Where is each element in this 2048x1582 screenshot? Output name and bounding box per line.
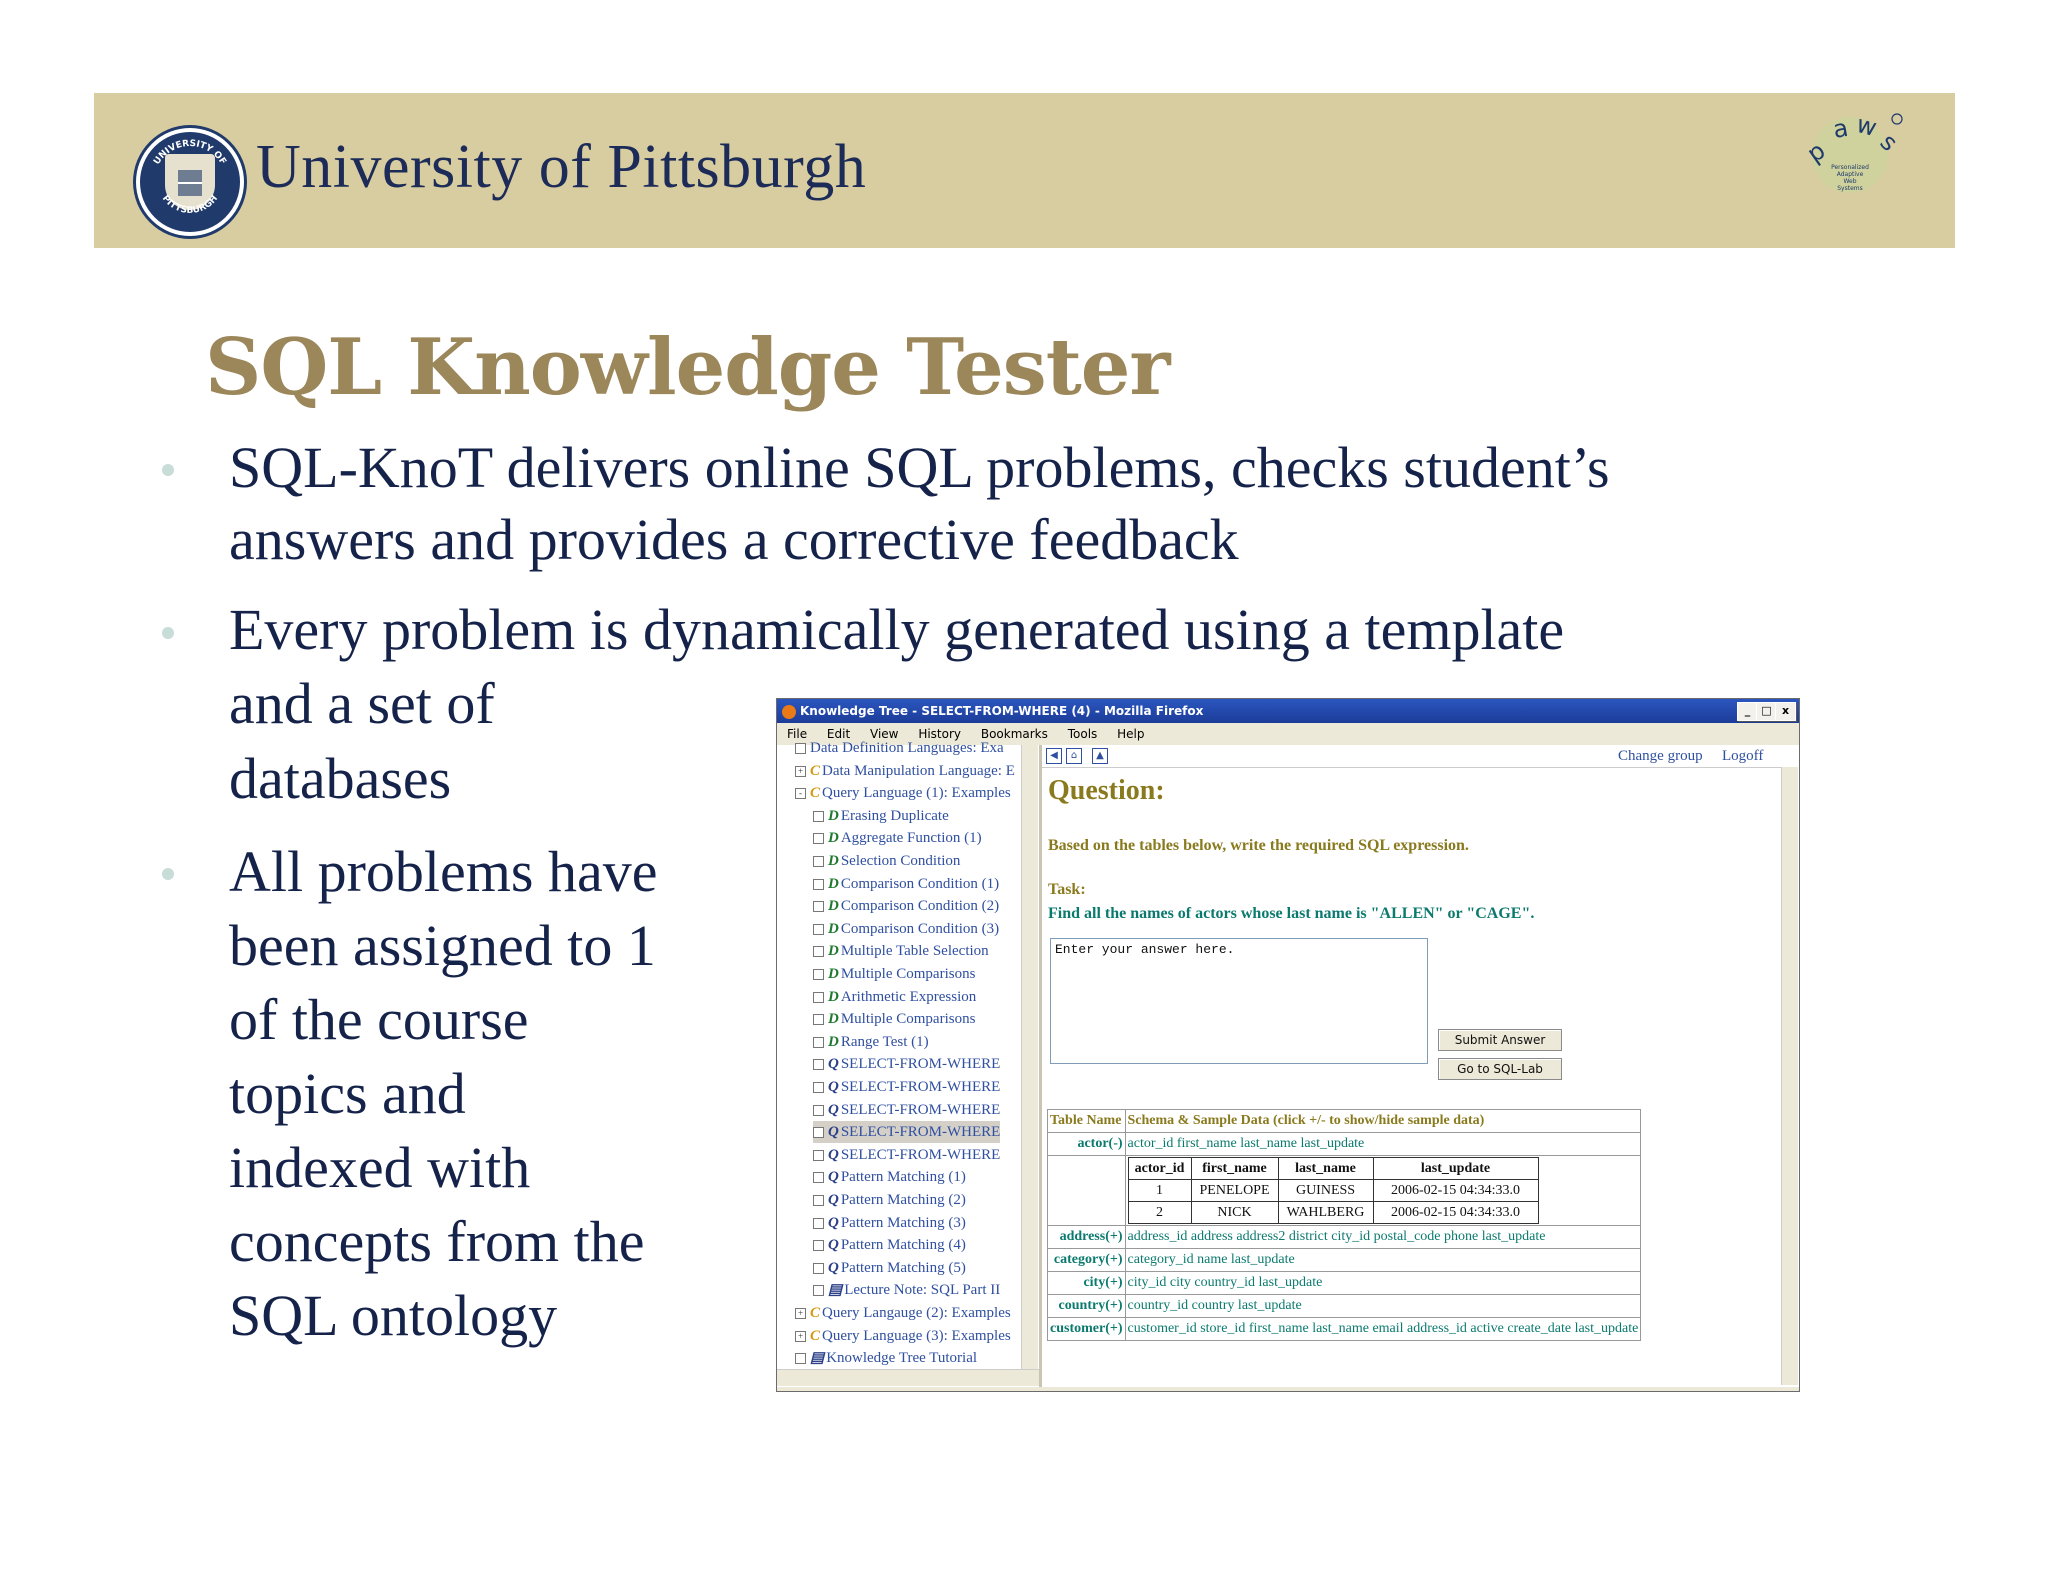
question-vertical-scrollbar[interactable]	[1781, 767, 1798, 1385]
bullet-3-line-6: concepts from the	[229, 1209, 645, 1274]
checkbox-icon[interactable]	[813, 1240, 824, 1251]
bullet-3-line-5: indexed with	[229, 1135, 531, 1200]
tree-item[interactable]	[813, 895, 999, 917]
table-row	[1048, 1318, 1641, 1341]
menu-tools[interactable]: Tools	[1067, 727, 1098, 741]
bullet-2-line-3: databases	[229, 746, 452, 811]
knowledge-tree-pane	[777, 740, 1042, 1387]
sample-cell: 2006-02-15 04:34:33.0	[1373, 1180, 1538, 1202]
window-titlebar	[777, 699, 1799, 723]
task-label: Task:	[1048, 881, 1086, 898]
sample-cell: 2006-02-15 04:34:33.0	[1373, 1202, 1538, 1224]
table-row	[1048, 1272, 1641, 1295]
university-name: University of Pittsburgh	[256, 133, 867, 201]
example-icon: D	[828, 898, 839, 915]
table-row	[1048, 1249, 1641, 1272]
maximize-button[interactable]: □	[1756, 702, 1777, 721]
tree-item-label: Comparison Condition (3)	[840, 920, 1000, 937]
expand-icon[interactable]: +	[795, 1331, 806, 1342]
table-columns: actor_id first_name last_name last_update	[1125, 1133, 1641, 1156]
tree-item-label: Comparison Condition (2)	[840, 898, 1000, 915]
up-icon[interactable]: ▲	[1092, 748, 1108, 764]
tree-item-label: Query Language (1): Examples	[822, 785, 1011, 802]
tree-item-label: Range Test (1)	[840, 1033, 929, 1050]
tree-item[interactable]	[813, 805, 949, 827]
tree-item-label: Query Langauge (2): Examples	[822, 1305, 1011, 1321]
tree-item-label: Pattern Matching (4)	[840, 1237, 966, 1254]
tree-item-label: SELECT-FROM-WHERE	[840, 1056, 1001, 1073]
quiz-icon: Q	[828, 1169, 839, 1186]
quiz-icon: Q	[828, 1079, 839, 1095]
table-columns: city_id city country_id last_update	[1125, 1272, 1641, 1295]
table-name-toggle[interactable]: address(+)	[1048, 1226, 1126, 1249]
submit-answer-button[interactable]: Submit Answer	[1438, 1029, 1562, 1051]
checkbox-icon[interactable]	[813, 946, 824, 957]
tree-item-label: Query Language (3): Examples	[822, 1327, 1011, 1344]
tree-item-label: SELECT-FROM-WHERE	[840, 1146, 1001, 1163]
bullet-2-line-1: Every problem is dynamically generated using a template	[229, 597, 1565, 662]
quiz-icon: Q	[828, 1124, 839, 1141]
tree-item-label: Comparison Condition (1)	[840, 875, 1000, 892]
tree-item[interactable]	[813, 1279, 1000, 1301]
tree-item[interactable]	[813, 873, 999, 895]
tree-item-label: Erasing Duplicate	[840, 807, 949, 824]
checkbox-icon[interactable]	[795, 743, 806, 754]
example-icon: D	[828, 920, 839, 937]
tree-item-label: SELECT-FROM-WHERE	[840, 1124, 1001, 1141]
tree-item[interactable]	[795, 782, 1011, 804]
lecture-note-icon: ▤	[828, 1282, 843, 1299]
sample-cell: WAHLBERG	[1278, 1202, 1373, 1224]
sample-cell: GUINESS	[1278, 1180, 1373, 1202]
folder-icon: C	[810, 785, 821, 802]
svg-text:Web: Web	[1843, 178, 1857, 185]
sample-data-row	[1048, 1156, 1641, 1226]
tree-item[interactable]	[813, 1257, 966, 1279]
svg-text:Personalized: Personalized	[1831, 164, 1869, 171]
browser-window-screenshot	[776, 698, 1800, 1392]
bullet-2-line-2: and a set of	[229, 671, 495, 736]
table-name-toggle[interactable]: customer(+)	[1048, 1318, 1126, 1341]
collapse-icon[interactable]: -	[795, 788, 806, 799]
example-icon: D	[828, 830, 839, 847]
tree-item-label: Pattern Matching (5)	[840, 1259, 966, 1276]
svg-text:Systems: Systems	[1837, 185, 1863, 192]
go-to-sql-lab-button[interactable]: Go to SQL-Lab	[1438, 1058, 1562, 1080]
tree-item[interactable]	[813, 986, 976, 1008]
tree-item-label: Multiple Comparisons	[840, 966, 976, 982]
firefox-icon	[782, 705, 796, 719]
svg-text:a: a	[1830, 113, 1851, 144]
tree-vertical-scrollbar[interactable]	[1021, 745, 1038, 1369]
sample-cell: NICK	[1191, 1202, 1278, 1224]
checkbox-icon[interactable]	[795, 1353, 806, 1364]
tree-item-label: Data Manipulation Language: E	[822, 762, 1015, 779]
task-text: Find all the names of actors whose last name is "ALLEN" or "CAGE".	[1048, 905, 1535, 922]
sample-cell: 2	[1128, 1202, 1191, 1224]
tree-item[interactable]	[795, 1325, 1011, 1347]
svg-text:UNIVERSITY OF: UNIVERSITY OF	[152, 138, 228, 167]
tree-item-label: Lecture Note: SQL Part II	[844, 1282, 1001, 1299]
sample-header: last_name	[1278, 1158, 1373, 1180]
menu-help[interactable]: Help	[1117, 727, 1145, 741]
answer-textarea[interactable]: Enter your answer here.	[1050, 938, 1428, 1064]
tree-item-label: Knowledge Tree Tutorial	[826, 1350, 978, 1367]
checkbox-icon[interactable]	[813, 924, 824, 935]
checkbox-icon[interactable]	[813, 1127, 824, 1138]
sample-data-table	[1128, 1157, 1539, 1224]
checkbox-icon[interactable]	[813, 1014, 824, 1025]
tree-item[interactable]	[795, 1347, 977, 1369]
example-icon: D	[828, 966, 839, 982]
checkbox-icon[interactable]	[813, 811, 824, 822]
bullet-3-line-7: SQL ontology	[229, 1283, 558, 1348]
quiz-icon: Q	[828, 1101, 839, 1118]
menu-edit[interactable]: Edit	[826, 727, 851, 741]
tree-item[interactable]	[813, 1076, 1000, 1098]
tree-item-label: Data Definition Languages: Exa	[810, 740, 1004, 756]
checkbox-icon[interactable]	[813, 1218, 824, 1229]
bullet-3-line-1: All problems have	[229, 839, 658, 904]
tree-item[interactable]	[813, 1121, 1000, 1143]
quiz-icon: Q	[828, 1214, 839, 1231]
expand-icon[interactable]: +	[795, 1308, 806, 1319]
tree-item-label: SELECT-FROM-WHERE	[840, 1079, 1001, 1095]
schema-header-schema: Schema & Sample Data (click +/- to show/hide sample data)	[1125, 1110, 1641, 1133]
bullet-1-line-1: SQL-KnoT delivers online SQL problems, checks student’s	[229, 435, 1610, 500]
bullet-3-line-3: of the course	[229, 987, 529, 1052]
tree-item-label: Multiple Comparisons	[840, 1011, 976, 1028]
checkbox-icon[interactable]	[813, 992, 824, 1003]
question-toolbar	[1042, 745, 1783, 768]
quiz-icon: Q	[828, 1259, 839, 1276]
svg-text:s: s	[1874, 128, 1904, 157]
tree-item[interactable]	[795, 1302, 1011, 1324]
back-icon[interactable]: ◀	[1046, 748, 1062, 764]
tree-item[interactable]	[813, 1008, 975, 1030]
example-icon: D	[828, 875, 839, 892]
checkbox-icon[interactable]	[813, 1285, 824, 1296]
svg-text:Adaptive: Adaptive	[1836, 171, 1864, 178]
checkbox-icon[interactable]	[813, 1150, 824, 1161]
sample-header: actor_id	[1128, 1158, 1191, 1180]
quiz-icon: Q	[828, 1146, 839, 1163]
example-icon: D	[828, 988, 839, 1005]
tree-horizontal-scrollbar[interactable]	[777, 1369, 1039, 1386]
university-seal-logo	[136, 128, 244, 236]
sample-header: first_name	[1191, 1158, 1278, 1180]
example-icon: D	[828, 807, 839, 824]
table-row	[1048, 1226, 1641, 1249]
table-name-toggle[interactable]: country(+)	[1048, 1295, 1126, 1318]
table-columns: category_id name last_update	[1125, 1249, 1641, 1272]
quiz-icon: Q	[828, 1237, 839, 1254]
table-columns: customer_id store_id first_name last_name email address_id active create_date last_update	[1125, 1318, 1641, 1341]
schema-header-table-name: Table Name	[1048, 1110, 1126, 1133]
tree-item-label: Selection Condition	[840, 853, 961, 869]
quiz-icon: Q	[828, 1192, 839, 1208]
svg-text:p: p	[1801, 136, 1831, 169]
folder-icon: C	[810, 1305, 821, 1321]
example-icon: D	[828, 1011, 839, 1028]
tree-item-label: Pattern Matching (3)	[840, 1214, 966, 1231]
slide-title: SQL Knowledge Tester	[205, 322, 1170, 413]
sample-cell: PENELOPE	[1191, 1180, 1278, 1202]
tutorial-icon: ▤	[810, 1350, 825, 1367]
menu-history[interactable]: History	[918, 727, 962, 741]
bullet-3-line-2: been assigned to 1	[229, 913, 656, 978]
example-icon: D	[828, 1033, 839, 1050]
bullet-dot	[162, 868, 174, 880]
checkbox-icon[interactable]	[813, 1082, 824, 1093]
tree-item[interactable]	[813, 918, 999, 940]
example-icon: D	[828, 853, 839, 869]
folder-icon: C	[810, 1327, 821, 1344]
tree-item[interactable]	[813, 1212, 966, 1234]
checkbox-icon[interactable]	[813, 969, 824, 980]
logoff-link[interactable]: Logoff	[1722, 748, 1764, 764]
tree-item[interactable]	[795, 737, 1004, 759]
sample-cell: 1	[1128, 1180, 1191, 1202]
checkbox-icon[interactable]	[813, 856, 824, 867]
example-icon: D	[828, 943, 839, 960]
bullet-3-line-4: topics and	[229, 1061, 466, 1126]
tree-item[interactable]	[813, 1234, 966, 1256]
tree-item[interactable]	[813, 1166, 966, 1188]
tree-item-label: SELECT-FROM-WHERE	[840, 1101, 1001, 1118]
tree-item[interactable]	[813, 1099, 1000, 1121]
tree-item[interactable]	[813, 963, 975, 985]
sample-header: last_update	[1373, 1158, 1538, 1180]
tree-item[interactable]	[795, 760, 1015, 782]
tree-item[interactable]	[813, 1031, 929, 1053]
tree-item[interactable]	[813, 850, 960, 872]
tree-item-label: Aggregate Function (1)	[840, 830, 982, 847]
tree-item-label: Pattern Matching (1)	[840, 1169, 966, 1186]
bullet-dot	[162, 464, 174, 476]
table-name-toggle[interactable]: actor(-)	[1048, 1133, 1126, 1156]
checkbox-icon[interactable]	[813, 1059, 824, 1070]
question-pane	[1042, 745, 1799, 1387]
checkbox-icon[interactable]	[813, 1172, 824, 1183]
table-columns: country_id country last_update	[1125, 1295, 1641, 1318]
checkbox-icon[interactable]	[813, 1195, 824, 1206]
table-row	[1048, 1133, 1641, 1156]
schema-table	[1047, 1109, 1641, 1341]
table-name-toggle[interactable]: city(+)	[1048, 1272, 1126, 1295]
menu-bookmarks[interactable]: Bookmarks	[980, 727, 1048, 741]
checkbox-icon[interactable]	[813, 1105, 824, 1116]
checkbox-icon[interactable]	[813, 1037, 824, 1048]
change-group-link[interactable]: Change group	[1618, 748, 1703, 764]
quiz-icon: Q	[828, 1056, 839, 1073]
checkbox-icon[interactable]	[813, 901, 824, 912]
menu-view[interactable]: View	[870, 727, 899, 741]
folder-icon: C	[810, 762, 821, 779]
tree-item-label: Arithmetic Expression	[840, 988, 977, 1005]
table-name-toggle[interactable]: category(+)	[1048, 1249, 1126, 1272]
window-title: Knowledge Tree - SELECT-FROM-WHERE (4) - Mozilla Firefox	[800, 704, 1204, 718]
bullet-1-line-2: answers and provides a corrective feedback	[229, 507, 1239, 572]
svg-text:w: w	[1853, 110, 1880, 143]
checkbox-icon[interactable]	[813, 833, 824, 844]
tree-item[interactable]	[813, 827, 982, 849]
checkbox-icon[interactable]	[813, 1263, 824, 1274]
tree-item[interactable]	[813, 1189, 966, 1211]
menu-file[interactable]: File	[787, 727, 808, 741]
expand-icon[interactable]: +	[795, 766, 806, 777]
minimize-button[interactable]: _	[1737, 702, 1758, 721]
table-row	[1048, 1295, 1641, 1318]
bullet-dot	[162, 627, 174, 639]
checkbox-icon[interactable]	[813, 879, 824, 890]
tree-item[interactable]	[813, 1144, 1000, 1166]
svg-text:PITTSBURGH: PITTSBURGH	[159, 193, 221, 216]
question-heading: Question:	[1048, 775, 1165, 806]
question-instruction: Based on the tables below, write the required SQL expression.	[1048, 837, 1469, 854]
tree-item-label: Multiple Table Selection	[840, 943, 989, 960]
home-icon[interactable]: ⌂	[1066, 748, 1082, 764]
tree-item[interactable]	[813, 940, 989, 962]
close-button[interactable]: x	[1775, 702, 1796, 721]
tree-item-label: Pattern Matching (2)	[840, 1192, 966, 1208]
paws-logo	[1800, 105, 1910, 200]
tree-item[interactable]	[813, 1053, 1000, 1075]
table-columns: address_id address address2 district city_id postal_code phone last_update	[1125, 1226, 1641, 1249]
